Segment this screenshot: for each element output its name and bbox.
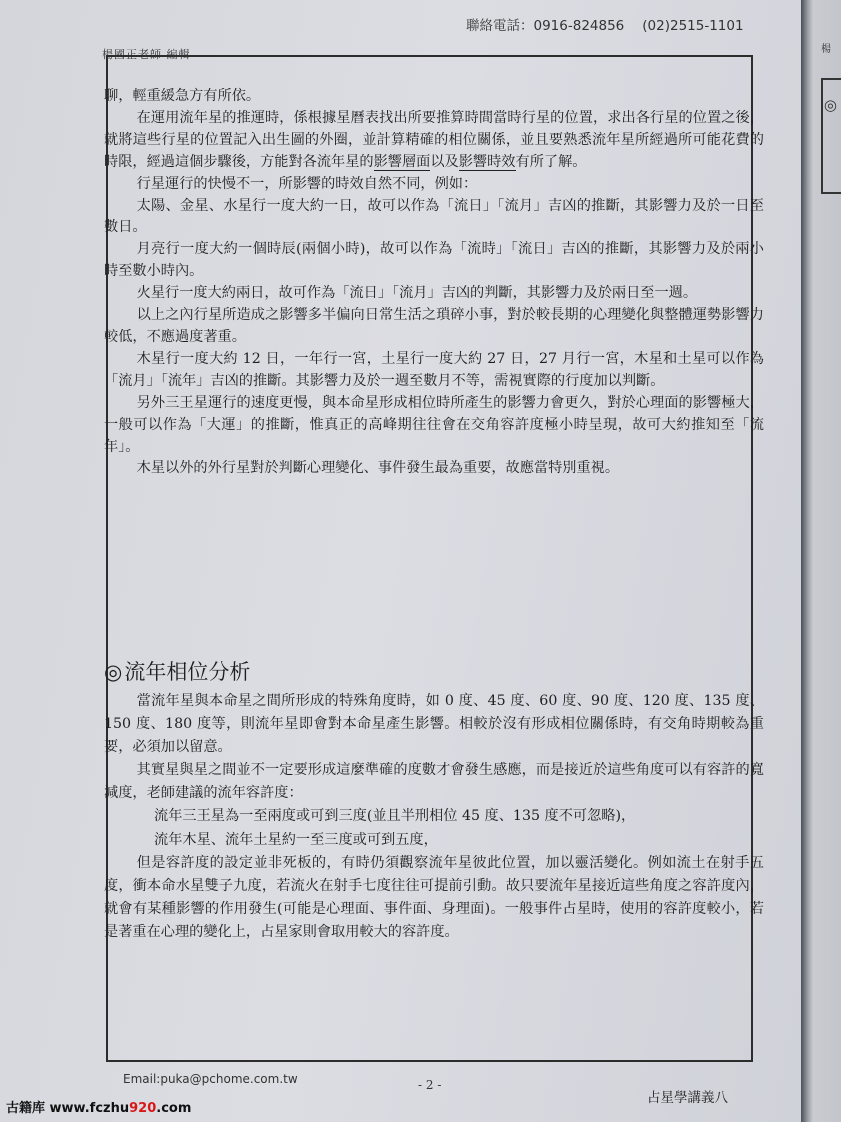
contact-header	[466, 14, 762, 34]
paragraph-10: 木星以外的外行星對於判斷心理變化、事件發生最為重要，故應當特別重視。	[136, 460, 620, 477]
section-heading-text: 流年相位分析	[124, 660, 251, 684]
underlined-term-2: 影響時效	[458, 153, 516, 170]
paragraph-4: 太陽、金星、水星行一度大約一日，故可以作為「流日」「流月」吉凶的推斷，其影響力及於一日至數日。	[104, 197, 764, 236]
paragraph-9: 另外三王星運行的速度更慢，與本命星形成相位時所產生的影響力會更久，對於心理面的影響極大，一般可以作為「大運」的推斷，惟真正的高峰期往往會在交角容許度極小時呈現，故可大約推知至「流年」。	[104, 394, 764, 455]
body-text	[104, 86, 764, 480]
footer-email: Email:puka@pchome.com.tw	[123, 1072, 298, 1086]
paragraph-7: 以上之內行星所造成之影響多半偏向日常生活之瑣碎小事，對於較長期的心理變化與整體運勢影響力較低，不應過度著重。	[104, 307, 764, 345]
book-spine-next-page	[801, 0, 841, 1122]
orb-rule-jupiter-saturn: 流年木星、流年土星約一至三度或可到五度，	[154, 831, 438, 848]
phone-number: 聯絡電話：0916-824856	[466, 18, 625, 34]
paragraph-1: 聊，輕重緩急方有所依。	[104, 88, 261, 104]
watermark-suffix: .com	[156, 1101, 192, 1116]
spine-header-char: 楊	[821, 44, 831, 55]
paragraph-5: 月亮行一度大約一個時辰(兩個小時)，故可以作為「流時」「流日」吉凶的推斷，其影響力及於兩小時至數小時內。	[104, 241, 764, 280]
section-heading	[104, 656, 250, 686]
author-header: 楊國正老師 編輯	[102, 48, 191, 61]
section-paragraph-3: 但是容許度的設定並非死板的，有時仍須觀察流年星彼此位置，加以靈活變化。例如流土在射手五度，衝本命水星雙子九度，若流火在射手七度往往可提前引動。故只要流年星接近這些角度之容許度內，就會有某種影響的作用發生(可能是心理面、事件面、身理面)。一般事件占星時，使用的容許度較小，若是著重在心理的變化上，占星家則會取用較大的容許度。	[104, 854, 764, 940]
circle-bullet-icon: ◎	[104, 660, 123, 684]
paragraph-2-mid: 以及	[430, 153, 459, 170]
section-paragraph-1: 當流年星與本命星之間所形成的特殊角度時，如 0 度、45 度、60 度、90 度、120 度、135 度、150 度、180 度等，則流年星即會對本命星產生影響。相較於沒有形成相位關係時，有交角時期較為重要，必須加以留意。	[104, 693, 764, 756]
watermark-number: 920	[129, 1101, 157, 1116]
underlined-term-1: 影響層面	[373, 153, 431, 170]
page-number: - 2 -	[418, 1078, 442, 1092]
paragraph-3: 行星運行的快慢不一，所影響的時效自然不同，例如：	[136, 175, 478, 192]
site-watermark	[6, 1097, 191, 1116]
section-paragraph-2: 其實星與星之間並不一定要形成這麼準確的度數才會發生感應，而是接近於這些角度可以有容許的寬減度，老師建議的流年容許度：	[104, 762, 764, 802]
phone-number-2: (02)2515-1101	[642, 18, 744, 34]
paragraph-2-text: 在運用流年星的推運時，係根據星曆表找出所要推算時間當時行星的位置，求出各行星的位置之後，就將這些行星的位置記入出生圖的外圈，並計算精確的相位關係，並且要熟悉流年星所經過所可能花費的時限，經過這個步驟後，方能對各流年星的	[104, 109, 764, 170]
paragraph-2	[104, 108, 764, 174]
section-body	[104, 690, 764, 944]
paragraph-2-end: 有所了解。	[515, 153, 587, 170]
footer-book-title: 占星學講義八	[647, 1090, 728, 1106]
orb-rule-outer-planets: 流年三王星為一至兩度或可到三度(並且半刑相位 45 度、135 度不可忽略)，	[154, 808, 636, 825]
paragraph-8: 木星行一度大約 12 日，一年行一宮，土星行一度大約 27 日，27 月行一宮，木星和土星可以作為「流月」「流年」吉凶的推斷。其影響力及於一週至數月不等，需視實際的行度加以判斷。	[104, 350, 764, 389]
watermark-prefix: 古籍库 www.fczhu	[6, 1101, 130, 1116]
spine-circle-mark: ◎	[823, 96, 837, 114]
paragraph-6: 火星行一度大約兩日，故可作為「流日」「流月」吉凶的判斷，其影響力及於兩日至一週。	[136, 285, 698, 302]
